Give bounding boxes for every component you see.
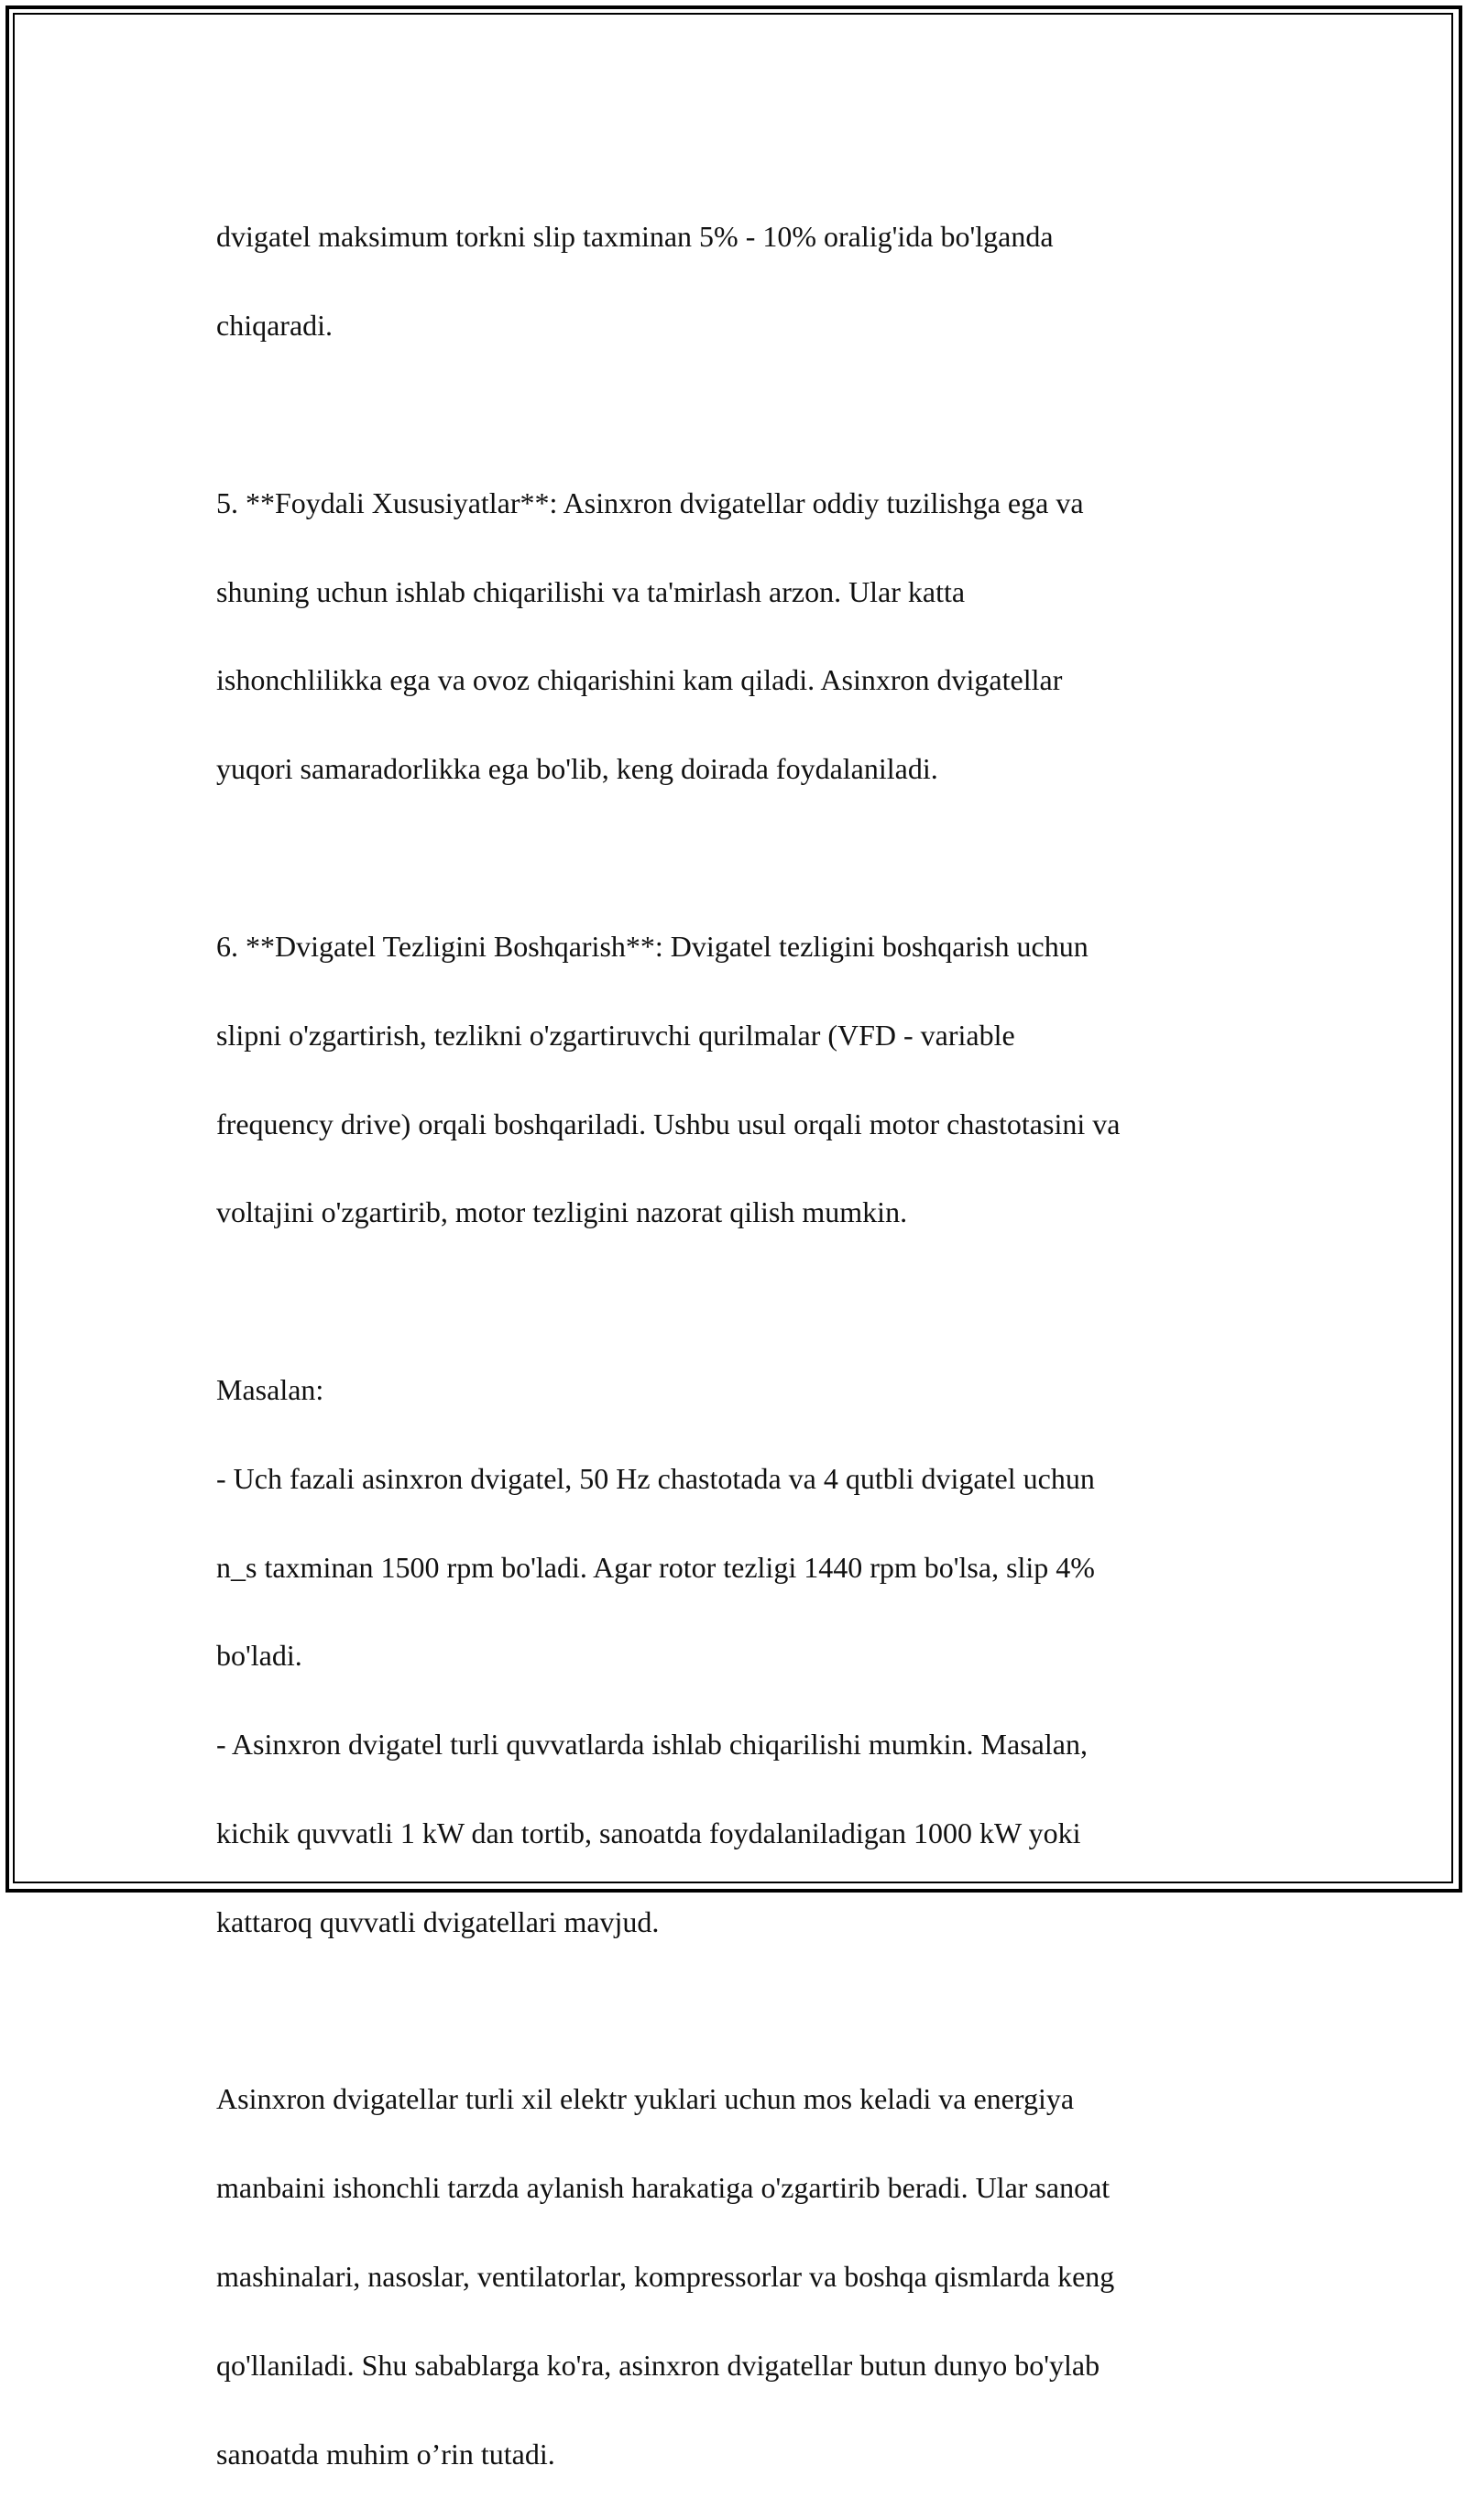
paragraph-torque-continuation (216, 170, 1270, 392)
text-line: kichik quvvatli 1 kW dan tortib, sanoatda foydalaniladigan 1000 kW yoki (216, 1816, 1081, 1849)
document-body (216, 170, 1270, 2520)
text-line: 6. **Dvigatel Tezligini Boshqarish**: Dvigatel tezligini boshqarish uchun (216, 929, 1089, 963)
text-line: - Asinxron dvigatel turli quvvatlarda ishlab chiqarilishi mumkin. Masalan, (216, 1728, 1088, 1762)
paragraph-speed-control (216, 879, 1270, 1279)
text-line: qo'llaniladi. Shu sabablarga ko'ra, asinxron dvigatellar butun dunyo bo'ylab (216, 2348, 1100, 2382)
text-line: shuning uchun ishlab chiqarilishi va ta'mirlash arzon. Ular katta (216, 574, 966, 608)
paragraph-useful-features (216, 436, 1270, 835)
text-line: mashinalari, nasoslar, ventilatorlar, kompressorlar va boshqa qismlarda keng (216, 2260, 1115, 2294)
text-line: n_s taxminan 1500 rpm bo'ladi. Agar rotor tezligi 1440 rpm bo'lsa, slip 4% (216, 1550, 1095, 1584)
text-line: Asinxron dvigatellar turli xil elektr yuklari uchun mos keladi va energiya (216, 2082, 1075, 2116)
text-line: yuqori samaradorlikka ega bo'lib, keng doirada foydalaniladi. (216, 752, 938, 786)
text-line: - Uch fazali asinxron dvigatel, 50 Hz chastotada va 4 qutbli dvigatel uchun (216, 1461, 1095, 1495)
text-line: frequency drive) orqali boshqariladi. Ushbu usul orqali motor chastotasini va (216, 1107, 1121, 1140)
paragraph-conclusion (216, 2033, 1270, 2520)
text-line: kattaroq quvvatli dvigatellari mavjud. (216, 1904, 660, 1938)
text-line: bo'ladi. (216, 1639, 302, 1673)
text-line: chiqaradi. (216, 309, 334, 343)
text-line: sanoatda muhim o’rin tutadi. (216, 2437, 555, 2471)
paragraph-examples (216, 1324, 1270, 1989)
text-line: manbaini ishonchli tarzda aylanish harakatiga o'zgartirib beradi. Ular sanoat (216, 2171, 1110, 2205)
text-line: 5. **Foydali Xususiyatlar**: Asinxron dvigatellar oddiy tuzilishga ega va (216, 485, 1084, 519)
text-line: slipni o'zgartirish, tezlikni o'zgartiruvchi qurilmalar (VFD - variable (216, 1018, 1015, 1052)
text-line: voltajini o'zgartirib, motor tezligini nazorat qilish mumkin. (216, 1195, 908, 1229)
text-line: Masalan: (216, 1372, 324, 1406)
text-line: dvigatel maksimum torkni slip taxminan 5% - 10% oralig'ida bo'lganda (216, 220, 1054, 254)
text-line: ishonchlilikka ega va ovoz chiqarishini kam qiladi. Asinxron dvigatellar (216, 663, 1063, 697)
